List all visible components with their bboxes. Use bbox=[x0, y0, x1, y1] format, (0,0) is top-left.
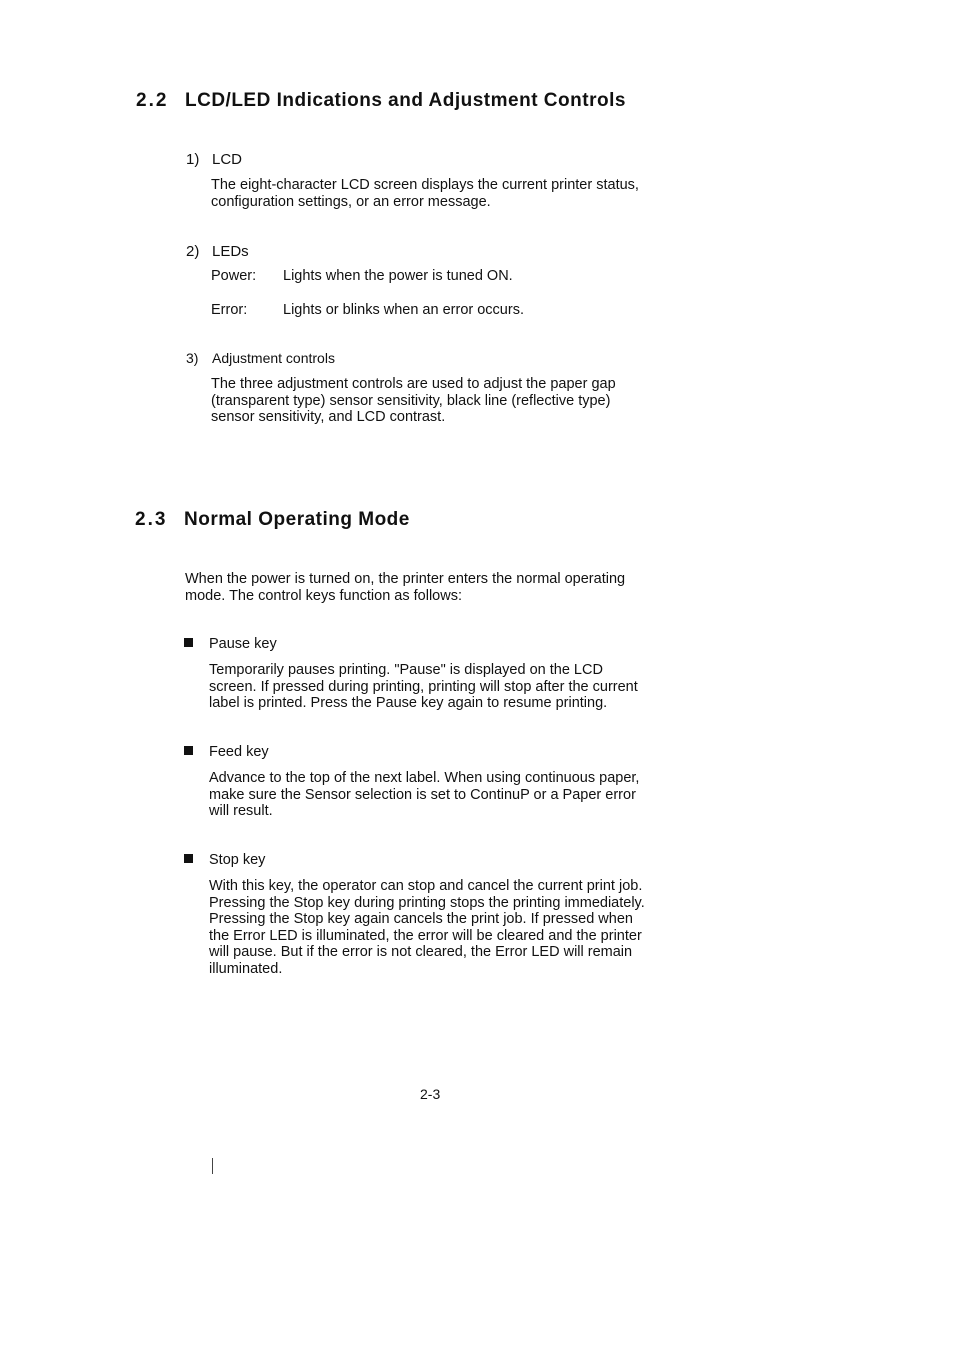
adjust-description bbox=[211, 376, 616, 426]
led-power-desc: Lights when the power is tuned ON. bbox=[283, 268, 513, 284]
adjust-number: 3) bbox=[186, 350, 199, 366]
bullet-square-icon bbox=[184, 638, 193, 647]
lcd-description bbox=[211, 177, 639, 210]
stop-line: Pressing the Stop key again cancels the print job. If pressed when bbox=[209, 911, 633, 928]
leds-number: 2) bbox=[186, 243, 200, 260]
leds-label: LEDs bbox=[212, 243, 249, 260]
stop-line: With this key, the operator can stop and cancel the current print job. bbox=[209, 878, 643, 894]
feed-line: make sure the Sensor selection is set to ContinuP or a Paper error bbox=[209, 786, 636, 803]
pause-line: label is printed. Press the Pause key again to resume printing. bbox=[209, 695, 608, 712]
lcd-line: configuration settings, or an error message. bbox=[211, 193, 491, 210]
page-number: 2-3 bbox=[420, 1086, 441, 1102]
pause-line: Temporarily pauses printing. "Pause" is displayed on the LCD bbox=[209, 662, 603, 678]
lcd-heading bbox=[186, 151, 242, 168]
lcd-line: The eight-character LCD screen displays the current printer status, bbox=[211, 177, 639, 193]
adjust-heading bbox=[186, 350, 335, 366]
led-power-term: Power: bbox=[211, 268, 257, 284]
intro-paragraph bbox=[185, 571, 625, 604]
led-error-desc: Lights or blinks when an error occurs. bbox=[283, 302, 524, 318]
stop-line: the Error LED is illuminated, the error will be cleared and the printer bbox=[209, 927, 642, 944]
feed-key-description bbox=[209, 770, 639, 820]
feed-key-label: Feed key bbox=[209, 744, 269, 760]
leds-heading bbox=[186, 243, 249, 260]
section-2-2-heading bbox=[136, 90, 626, 112]
scan-mark-divider bbox=[212, 1158, 213, 1174]
adjust-line: (transparent type) sensor sensitivity, black line (reflective type) bbox=[211, 392, 611, 409]
adjust-line: sensor sensitivity, and LCD contrast. bbox=[211, 409, 446, 426]
feed-line: will result. bbox=[209, 803, 273, 820]
led-error-row bbox=[211, 302, 524, 319]
pause-key-description bbox=[209, 662, 638, 712]
feed-line: Advance to the top of the next label. When using continuous paper, bbox=[209, 770, 640, 786]
intro-line: When the power is turned on, the printer enters the normal operating bbox=[185, 571, 626, 587]
led-power-row bbox=[211, 268, 513, 285]
bullet-square-icon bbox=[184, 854, 193, 863]
pause-key-heading bbox=[184, 636, 277, 653]
section-2-3-heading bbox=[135, 509, 410, 531]
section-2-3-number: 2.3 bbox=[135, 509, 168, 530]
led-error-term: Error: bbox=[211, 302, 248, 318]
stop-line: Pressing the Stop key during printing stops the printing immediately. bbox=[209, 894, 645, 911]
adjust-label: Adjustment controls bbox=[212, 350, 335, 366]
stop-line: will pause. But if the error is not cleared, the Error LED will remain bbox=[209, 944, 633, 961]
section-2-3-title: Normal Operating Mode bbox=[184, 509, 410, 530]
stop-key-description bbox=[209, 878, 645, 978]
feed-key-heading bbox=[184, 744, 269, 761]
adjust-line: The three adjustment controls are used to adjust the paper gap bbox=[211, 376, 616, 392]
pause-line: screen. If pressed during printing, printing will stop after the current bbox=[209, 678, 638, 695]
intro-line: mode. The control keys function as follows: bbox=[185, 587, 462, 604]
section-2-2-number: 2.2 bbox=[136, 90, 169, 111]
stop-line: illuminated. bbox=[209, 960, 283, 977]
stop-key-label: Stop key bbox=[209, 852, 266, 868]
pause-key-label: Pause key bbox=[209, 636, 277, 652]
bullet-square-icon bbox=[184, 746, 193, 755]
stop-key-heading bbox=[184, 852, 265, 869]
section-2-2-title: LCD/LED Indications and Adjustment Controls bbox=[185, 90, 626, 111]
lcd-number: 1) bbox=[186, 151, 200, 168]
lcd-label: LCD bbox=[212, 151, 243, 168]
